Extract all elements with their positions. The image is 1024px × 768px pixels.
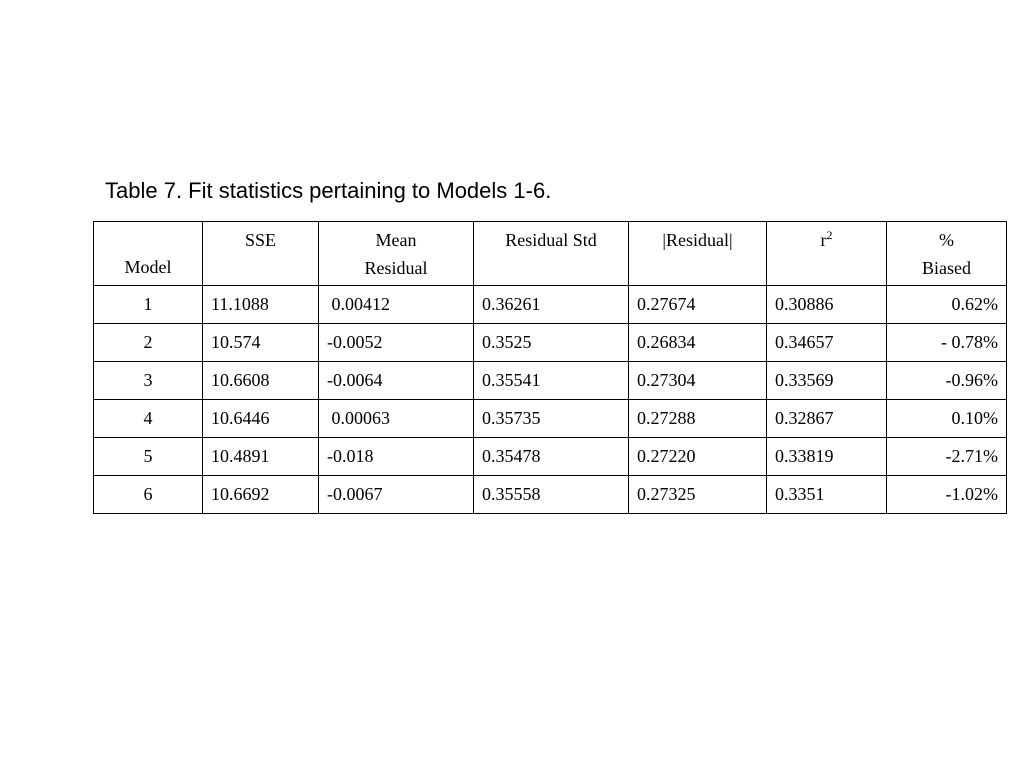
- cell-abs-residual: 0.27325: [629, 476, 767, 514]
- cell-mean-residual: 0.00063: [319, 400, 474, 438]
- cell-sse: 10.6446: [203, 400, 319, 438]
- cell-abs-residual: 0.27674: [629, 286, 767, 324]
- header-percent-biased-line1: %: [939, 230, 954, 250]
- cell-model: 2: [94, 324, 203, 362]
- cell-residual-std: 0.3525: [474, 324, 629, 362]
- cell-sse: 10.574: [203, 324, 319, 362]
- table-row: [94, 400, 1007, 438]
- cell-residual-std: 0.35558: [474, 476, 629, 514]
- fit-statistics-table: [93, 221, 1007, 514]
- cell-sse: 10.6692: [203, 476, 319, 514]
- cell-r-squared: 0.3351: [767, 476, 887, 514]
- cell-r-squared: 0.32867: [767, 400, 887, 438]
- cell-abs-residual: 0.27288: [629, 400, 767, 438]
- cell-percent-biased: 0.62%: [887, 286, 1007, 324]
- table-row: [94, 476, 1007, 514]
- cell-model: 4: [94, 400, 203, 438]
- cell-percent-biased: -1.02%: [887, 476, 1007, 514]
- cell-percent-biased: -2.71%: [887, 438, 1007, 476]
- cell-residual-std: 0.35735: [474, 400, 629, 438]
- cell-residual-std: 0.35478: [474, 438, 629, 476]
- cell-sse: 11.1088: [203, 286, 319, 324]
- table-row: [94, 362, 1007, 400]
- header-residual-std: Residual Std: [474, 222, 629, 286]
- cell-mean-residual: -0.0064: [319, 362, 474, 400]
- cell-abs-residual: 0.27304: [629, 362, 767, 400]
- header-r-squared: [767, 222, 887, 286]
- header-percent-biased: [887, 222, 1007, 286]
- cell-percent-biased: 0.10%: [887, 400, 1007, 438]
- cell-mean-residual: -0.0067: [319, 476, 474, 514]
- cell-r-squared: 0.34657: [767, 324, 887, 362]
- header-r-squared-base: r: [820, 230, 827, 250]
- table-row: [94, 438, 1007, 476]
- cell-mean-residual: -0.018: [319, 438, 474, 476]
- cell-percent-biased: -0.96%: [887, 362, 1007, 400]
- cell-mean-residual: -0.0052: [319, 324, 474, 362]
- cell-r-squared: 0.33819: [767, 438, 887, 476]
- table-row: [94, 324, 1007, 362]
- cell-residual-std: 0.36261: [474, 286, 629, 324]
- table-caption: Table 7. Fit statistics pertaining to Models 1-6.: [105, 178, 552, 203]
- cell-abs-residual: 0.26834: [629, 324, 767, 362]
- header-abs-residual: |Residual|: [629, 222, 767, 286]
- cell-model: 3: [94, 362, 203, 400]
- header-r-squared-sup: 2: [826, 228, 833, 242]
- cell-r-squared: 0.33569: [767, 362, 887, 400]
- cell-residual-std: 0.35541: [474, 362, 629, 400]
- header-sse: SSE: [203, 222, 319, 286]
- cell-model: 6: [94, 476, 203, 514]
- header-mean-residual-line1: Mean: [375, 230, 417, 250]
- cell-r-squared: 0.30886: [767, 286, 887, 324]
- table-row: [94, 286, 1007, 324]
- cell-sse: 10.6608: [203, 362, 319, 400]
- header-model: Model: [94, 222, 203, 286]
- cell-sse: 10.4891: [203, 438, 319, 476]
- header-mean-residual: [319, 222, 474, 286]
- cell-percent-biased: - 0.78%: [887, 324, 1007, 362]
- table-header-row: [94, 222, 1007, 286]
- cell-model: 1: [94, 286, 203, 324]
- header-mean-residual-line2: Residual: [364, 258, 428, 278]
- cell-abs-residual: 0.27220: [629, 438, 767, 476]
- header-percent-biased-line2: Biased: [922, 258, 971, 278]
- cell-mean-residual: 0.00412: [319, 286, 474, 324]
- cell-model: 5: [94, 438, 203, 476]
